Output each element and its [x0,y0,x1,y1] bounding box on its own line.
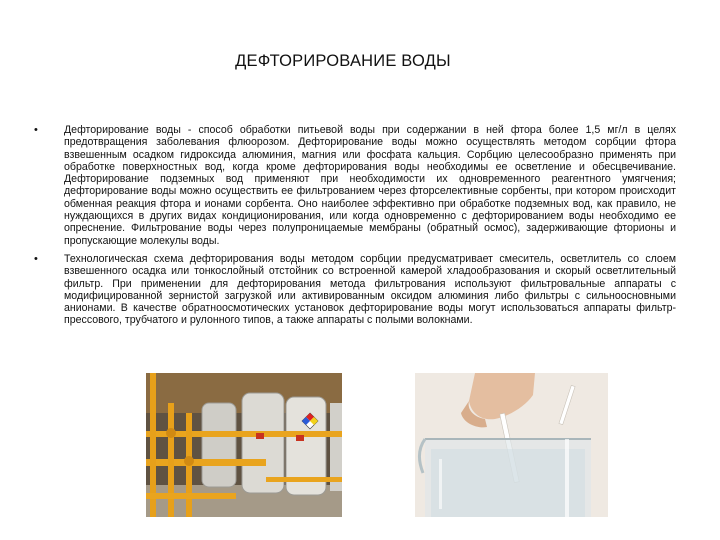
slide-title: ДЕФТОРИРОВАНИЕ ВОДЫ [235,52,451,70]
bullet-paragraph-1 [30,124,676,247]
bullet-marker: • [34,252,38,265]
bullet-paragraph-2 [30,253,676,327]
water-test-strip-photo [415,373,608,517]
paragraph-text: Дефторирование воды - способ обработки питьевой воды при содержании в ней фтора более 1,5 мг/л в целях предотвращения заболевания флюорозом. Дефторирование воды можно осуществлять методом сорбции фтора взвешенным осадком гидроксида алюминия, магния или фосфата кальция. Сорбцию целесообразно применять при обработке поверхностных вод, когда кроме дефторирования воды необходимы ее осветление и обесцвечивание. Дефторирование подземных вод применяют при необходимости их одновременного реагентного умягчения; дефторирование воды можно осуществить ее фильтрованием через фторселективные сорбенты, при котором происходит обменная реакция фтора и ионами сорбента. Оно наиболее эффективно при обработке подземных вод, как правило, не нуждающихся в других видах кондиционирования, или когда одновременно с дефторированием воды необходимо ее опреснение. Фильтрование воды через полупроницаемые мембраны (обратный осмос), задерживающие фторионы и пропускающие молекулы воды. [64,124,676,247]
bullet-list [30,124,676,333]
bullet-marker: • [34,124,38,136]
water-treatment-plant-photo [146,373,342,517]
paragraph-text: Технологическая схема дефторирования воды методом сорбции предусматривает смеситель, осветлитель со слоем взвешенного осадка или тонкослойный отстойник со встроенной камерой хладообразования и скорый осветлительный фильтр. При применении для дефторирования метода фильтрования используют фильтровальные аппараты с модифицированной зернистой загрузкой или активированным оксидом алюминия либо фильтры с сильноосновными анионами. В качестве обратноосмотических установок дефторирование воды могут использоваться аппараты фильтр-прессового, трубчатого и рулонного типов, а также аппараты с полыми волокнами. [64,252,676,327]
